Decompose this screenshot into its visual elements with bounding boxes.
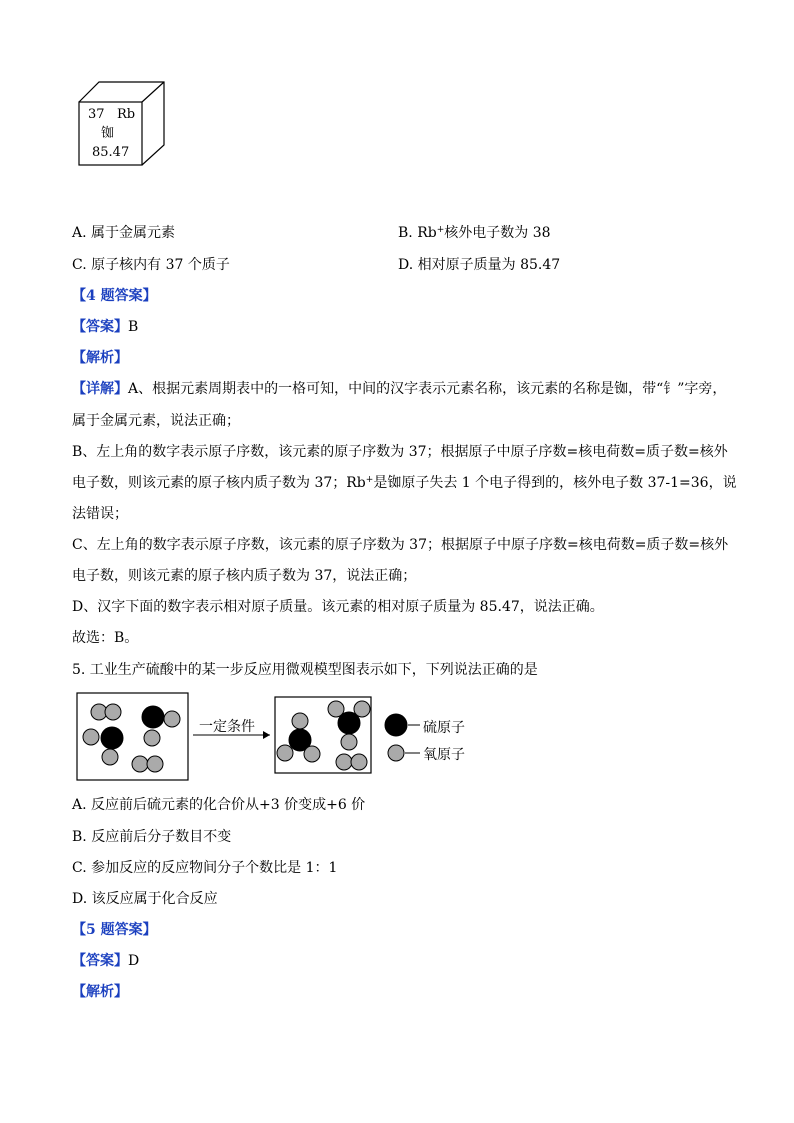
q5-option-d: D. 该反应属于化合反应: [72, 891, 218, 907]
q4-detail-line-7: 电子数，则该元素的原子核内质子数为 37，说法正确；: [72, 568, 417, 584]
q4-option-b: B. Rb+核外电子数为 38: [398, 225, 551, 241]
reaction-condition-label: 一定条件: [199, 719, 255, 735]
element-name: 铷: [101, 126, 115, 141]
q4-detail-line-6: C、左上角的数字表示原子序数，该元素的原子序数为 37；根据原子中原子序数=核电荷数=质子数=核外: [72, 537, 729, 553]
legend-oxygen-label: 氧原子: [423, 747, 465, 763]
element-mass: 85.47: [92, 145, 130, 160]
q4-detail-line-2: 属于金属元素，说法正确；: [72, 413, 240, 429]
oxygen-atom: [304, 746, 320, 762]
q4-detail-line-8: D、汉字下面的数字表示相对原子质量。该元素的相对原子质量为 85.47，说法正确。: [72, 599, 604, 615]
oxygen-atom: [144, 730, 160, 746]
oxygen-atom: [292, 713, 308, 729]
q4-conclusion: 故选：B。: [72, 630, 139, 646]
oxygen-atom: [102, 749, 118, 765]
legend-oxygen-marker: [388, 745, 404, 761]
element-symbol: Rb: [116, 107, 136, 122]
q5-answer-header: 【5 题答案】: [72, 922, 157, 938]
element-number: 37: [88, 107, 105, 122]
oxygen-atom: [341, 734, 357, 750]
q4-detail-line-3: B、左上角的数字表示原子序数，该元素的原子序数为 37；根据原子中原子序数=核电荷数=质子数=核外: [72, 444, 728, 460]
sulfur-atom: [101, 727, 123, 749]
q4-analysis-label: 【解析】: [72, 350, 128, 366]
oxygen-atom: [351, 754, 367, 770]
sulfur-atom: [142, 706, 164, 728]
q4-detail-line-1: 【详解】A、根据元素周期表中的一格可知，中间的汉字表示元素名称，该元素的名称是铷，带“钅”字旁，: [72, 381, 727, 397]
q5-answer: 【答案】D: [72, 953, 140, 969]
q4-option-c: C. 原子核内有 37 个质子: [72, 257, 230, 273]
oxygen-atom: [336, 754, 352, 770]
oxygen-atom: [105, 704, 121, 720]
q4-detail-line-4: 电子数，则该元素的原子核内质子数为 37；Rb+是铷原子失去 1 个电子得到的，核外电子数 37-1=36，说: [72, 475, 737, 491]
q5-stem: 5. 工业生产硫酸中的某一步反应用微观模型图表示如下，下列说法正确的是: [72, 662, 538, 678]
oxygen-atom: [277, 745, 293, 761]
q5-option-c: C. 参加反应的反应物间分子个数比是 1：1: [72, 860, 338, 876]
q4-option-d: D. 相对原子质量为 85.47: [398, 257, 561, 273]
oxygen-atom: [83, 729, 99, 745]
q4-answer-header: 【4 题答案】: [72, 288, 157, 304]
legend-sulfur-label: 硫原子: [423, 720, 465, 736]
q4-option-a: A. 属于金属元素: [72, 225, 176, 241]
q4-answer: 【答案】B: [72, 319, 139, 335]
q5-option-b: B. 反应前后分子数目不变: [72, 829, 232, 845]
legend-sulfur-marker: [385, 714, 407, 736]
q4-detail-line-5: 法错误；: [72, 506, 128, 522]
oxygen-atom: [147, 756, 163, 772]
q5-analysis-label: 【解析】: [72, 984, 128, 1000]
oxygen-atom: [132, 756, 148, 772]
q5-option-a: A. 反应前后硫元素的化合价从+3 价变成+6 价: [72, 797, 366, 813]
sulfur-atom: [338, 712, 360, 734]
oxygen-atom: [164, 711, 180, 727]
